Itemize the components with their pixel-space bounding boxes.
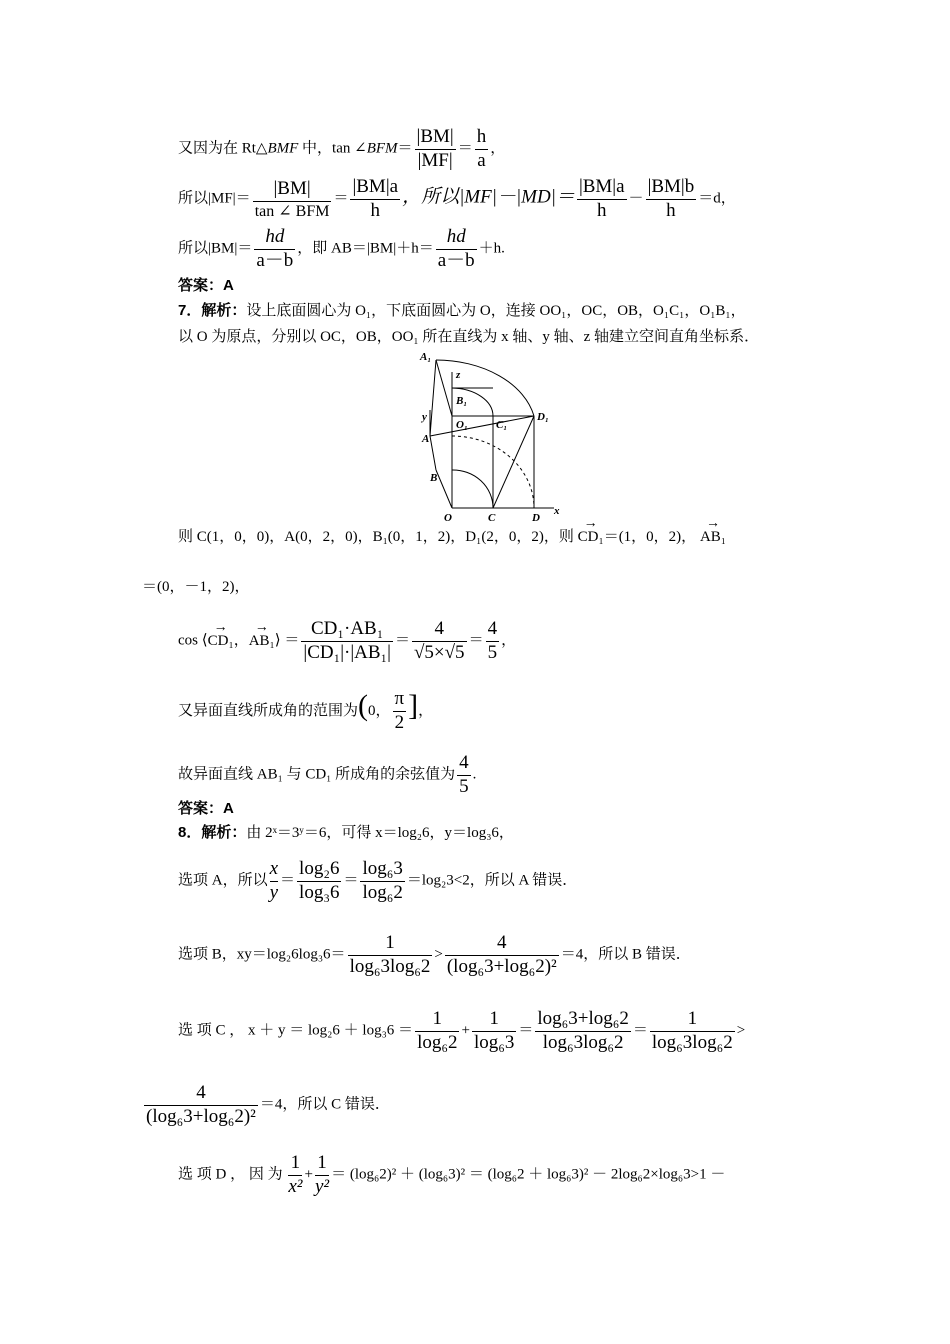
- vector-cd1: → CD₁: [208, 632, 234, 650]
- q8-option-d: 选 项 D ， 因 为 $\frac{1}{\text{x²}}$ + $\frac{1}{\text{y²}}$ ＝ (log₆2)² ＋ (log₆3)² ＝ (log₆2 ＋ log₆3)² － 2log₆2×log₆3>1 －: [178, 1152, 726, 1197]
- label-o1: O₁: [456, 419, 468, 431]
- text: 中，tan ∠: [298, 140, 367, 157]
- text: cos ⟨: [178, 632, 208, 649]
- text: 选 项 D ， 因 为: [178, 1166, 283, 1183]
- fraction: $\frac{|BM|a}{h}$: [578, 176, 625, 221]
- text: ＝d，: [698, 190, 736, 207]
- text: 又因为在 Rt△: [178, 140, 268, 157]
- fraction: $\frac{\text{log₂6}}{\text{log₃6}}$: [299, 858, 340, 903]
- answer-7: 答案：A: [178, 800, 234, 817]
- line-3: [178, 226, 505, 273]
- fraction: $\frac{h}{a}$: [476, 126, 487, 171]
- text: 选项 A，所以: [178, 872, 268, 889]
- text: 所以|MF|＝: [178, 190, 251, 207]
- text: 又异面直线所成角的范围为: [178, 703, 359, 719]
- q7-coords: [178, 528, 726, 546]
- vector-ab1: → AB₁: [249, 632, 275, 650]
- text: 8．解析：: [178, 824, 247, 841]
- text: 由 2ˣ＝3ʸ＝6，可得 x＝log₂6，y＝log₃6，: [246, 825, 514, 841]
- label-a: A: [422, 433, 430, 445]
- text: ＝log₂3<2，所以 A 错误．: [406, 872, 578, 889]
- fraction: $\frac{x}{y}$: [269, 858, 279, 903]
- fraction: $\frac{1}{\text{log₆2}}$: [417, 1008, 458, 1053]
- edge-b-c: [436, 470, 452, 508]
- q7-ab-value: ＝(0，－1，2)，: [142, 579, 250, 595]
- text: 设上底面圆心为 O₁，下底面圆心为 O，连接 OO₁，OC，OB，O₁C₁，O₁B₁，: [246, 303, 746, 319]
- text: 7．解析：: [178, 302, 247, 319]
- text: ＝4，所以 C 错误．: [259, 1096, 390, 1113]
- q7-conclusion: 故异面直线 AB₁ 与 CD₁ 所成角的余弦值为 $\frac{4}{5}$ .: [178, 752, 477, 797]
- q8-option-c: 选 项 C ， x ＋ y ＝ log₂6 ＋ log₃6 ＝ $\frac{1}{\text{log₆2}}$ + $\frac{1}{\text{log₆3}}$ ＝ $\frac{\text{log₆3+log₆2}}{\text{log₆3log₆2}}$ ＝ $\frac{1}{\text{log₆3log₆2}}$ >: [178, 1008, 746, 1053]
- fraction: $\frac{4}{5}$: [459, 752, 469, 797]
- label-b1: B₁: [456, 395, 468, 407]
- vector-ab1: → AB₁: [700, 528, 726, 546]
- fraction: $\frac{\text{log₆3}}{\text{log₆2}}$: [362, 858, 403, 903]
- q7-cos: cos ⟨→ CD₁，→ AB₁⟩ ＝ $\frac{\text{CD₁·AB₁}}{\text{|CD₁|·|AB₁|}}$ ＝ $\frac{4}{√5\times√5}$ ＝ $\frac{4}{5}$ ，: [178, 618, 516, 665]
- geometry-figure: [418, 350, 568, 522]
- q8-option-a: 选项 A，所以 $\frac{x}{y}$ ＝ $\frac{\text{log₂6}}{\text{log₃6}}$ ＝ $\frac{\text{log₆3}}{\text{log₆2}}$ ＝log₂3<2，所以 A 错误．: [178, 858, 578, 903]
- text: ，所以|MF|－|MD|＝: [402, 186, 575, 208]
- fraction: $\frac{hd}{a-b}$: [256, 226, 294, 271]
- label-d1: D₁: [537, 411, 549, 423]
- fraction: $\frac{1}{\text{x²}}$: [288, 1152, 303, 1197]
- fraction: $\frac{\pi}{2}$: [394, 688, 405, 734]
- fraction: $\frac{4}{\text{(log₆3+log₆2)²}}$: [446, 932, 557, 977]
- vector-cd1: → CD₁: [578, 528, 604, 546]
- text: ＝ (log₆2)² ＋ (log₆3)² ＝ (log₆2 ＋ log₆3)² － 2log₆2×log₆3>1 －: [331, 1166, 726, 1183]
- label-a1: A₁: [420, 351, 432, 363]
- arc-b-c: [452, 470, 493, 508]
- text: 则 C(1，0，0)，A(0，2，0)，B₁(0，1，2)，D₁(2，0，2)，则: [178, 529, 574, 545]
- fraction: $\frac{4}{5}$: [487, 618, 498, 663]
- edge-a-d1: [430, 416, 534, 436]
- fraction: $\frac{hd}{a-b}$: [437, 226, 475, 271]
- label-x: x: [554, 505, 560, 517]
- fraction: $\frac{1}{\text{log₆3}}$: [473, 1008, 515, 1053]
- q7-line-2: 以 O 为原点，分别以 OC，OB，OO₁ 所在直线为 x 轴、y 轴、z 轴建立空间直角坐标系．: [178, 329, 760, 345]
- fraction: $\frac{|BM|}{|MF|}$: [416, 126, 454, 171]
- text: BMF: [267, 140, 299, 157]
- line-2: 所以|MF|＝ $\frac{|BM|}{\text{tan ∠ BFM}}$ ＝ $\frac{|BM|a}{h}$ ，所以|MF|－|MD|＝ $\frac{|BM|a}{h}$ － $\frac{|BM|b}{h}$ ＝d，: [178, 176, 736, 221]
- fraction: $\frac{1}{\text{y²}}$: [314, 1152, 330, 1197]
- label-c1: C₁: [496, 419, 508, 431]
- edge-a-b: [430, 436, 436, 470]
- edge-a1-o1: [436, 360, 452, 416]
- fraction: $\frac{4}{\text{(log₆3+log₆2)²}}$: [146, 1082, 256, 1127]
- q8-option-c-cont: [142, 1082, 390, 1129]
- label-y: y: [422, 411, 427, 423]
- text: ＋h.: [478, 240, 505, 257]
- q7-line-1: [178, 302, 746, 320]
- line-1: 又因为在 Rt△BMF 中，tan ∠BFM＝ $\frac{|BM|}{|MF|}$ ＝ $\frac{h}{a}$ ，: [178, 126, 506, 171]
- q8-line-1: [178, 824, 514, 842]
- label-o: O: [444, 512, 452, 522]
- text: ⟩ ＝: [274, 632, 300, 649]
- q8-option-b: 选项 B，xy＝log₂6log₃6＝ $\frac{1}{\text{log₆3log₆2}}$ > $\frac{4}{\text{(log₆3+log₆2)²}}$ ＝4，所以 B 错误．: [178, 932, 691, 977]
- fraction: $\frac{|BM|b}{h}$: [647, 176, 695, 221]
- fraction: $\frac{1}{\text{log₆3log₆2}}$: [349, 932, 431, 977]
- fraction: $\frac{\text{CD₁·AB₁}}{\text{|CD₁|·|AB₁|}}$: [303, 618, 391, 663]
- text: BFM: [366, 140, 398, 157]
- fraction: $\frac{4}{√5\times√5}$: [413, 618, 465, 663]
- fraction: $\frac{\text{log₆3+log₆2}}{\text{log₆3log₆2}}$: [537, 1008, 629, 1053]
- text: 选 项 C ， x ＋ y ＝ log₂6 ＋ log₃6 ＝: [178, 1022, 414, 1039]
- label-c: C: [488, 512, 496, 522]
- text: ＝(1，0，2)，: [603, 529, 697, 545]
- text: 故异面直线 AB₁ 与 CD₁ 所成角的余弦值为: [178, 766, 456, 783]
- text: 所以|BM|＝: [178, 240, 253, 257]
- label-b: B: [430, 472, 438, 484]
- edge-a1-a: [430, 360, 436, 436]
- text: ＝4，所以 B 错误．: [560, 946, 691, 963]
- fraction: $\frac{1}{\text{log₆3log₆2}}$: [651, 1008, 733, 1053]
- fraction: $\frac{|BM|a}{h}$: [352, 176, 399, 221]
- answer-6: 答案：A: [178, 277, 234, 294]
- label-d: D: [532, 512, 540, 522]
- text: 选项 B，xy＝log₂6log₃6＝: [178, 946, 346, 963]
- fraction: $\frac{|BM|}{\text{tan ∠ BFM}}$: [254, 177, 330, 220]
- text: ，即 AB＝|BM|＋h＝: [297, 240, 434, 257]
- label-z: z: [456, 369, 461, 381]
- q7-range: 又异面直线所成角的范围为(0， $\frac{\pi}{2}$ ]，: [178, 688, 434, 734]
